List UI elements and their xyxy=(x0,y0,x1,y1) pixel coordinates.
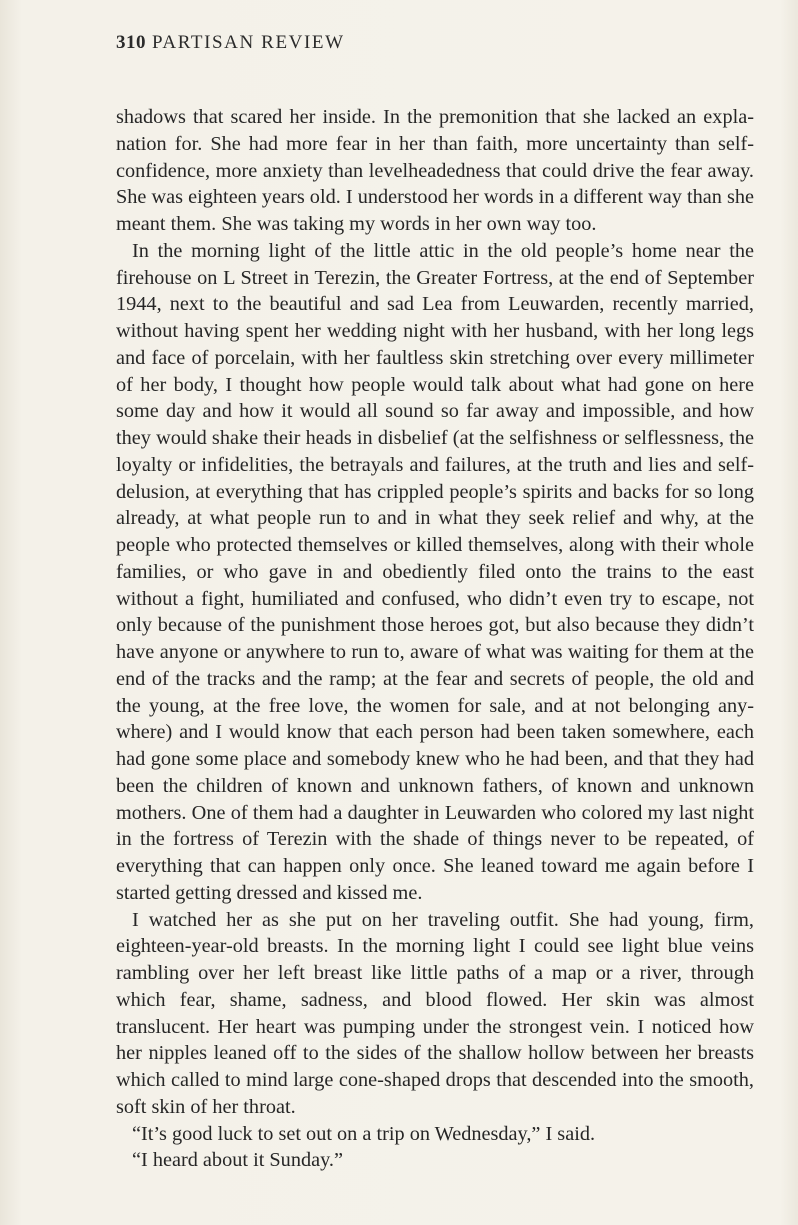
body-text xyxy=(116,104,754,1174)
paragraph: I watched her as she put on her traveling outfit. She had young, firm, eighteen-year-old breasts. In the morning light I could see light blue veins rambling over her left breast like little paths of a map or a river, through which fear, shame, sadness, and blood flowed. Her skin was almost translucent. Her heart was pumping under the strongest vein. I noticed how her nipples leaned off to the sides of the shallow hollow between her breasts which called to mind large cone-shaped drops that descended into the smooth, soft skin of her throat. xyxy=(116,908,754,1118)
running-head xyxy=(116,32,345,54)
journal-title: PARTISAN REVIEW xyxy=(152,32,345,53)
dialogue-line: “It’s good luck to set out on a trip on Wednesday,” I said. xyxy=(132,1122,596,1145)
dialogue-line: “I heard about it Sunday.” xyxy=(132,1149,344,1172)
paragraph: In the morning light of the little attic in the old people’s home near the firehouse on L Street in Terezin, the Greater Fortress, at the end of September 1944, next to the beautiful and sad Lea from Leuwarden, recently married, without having spent her wedding night with her husband, with her long legs and face of porcelain, with her faultless skin stretching over every millimeter of her body, I thought how people would talk about what had gone on here some day and how it would all sound so far away and impossible, and how they would shake their heads in disbelief (at the selfishness or selflessness, the loyalty or infidelities, the betrayals and failures, at the truth and lies and self-delusion, at everything that has crippled people’s spirits and backs for so long already, at what people run to and in what they seek relief and why, at the people who protected themselves or killed themselves, along with their whole families, or who gave in and obediently filed onto the trains to the east without a fight, humiliated and confused, who didn’t even try to escape, not only because of the punishment those heroes got, but also because they didn’t have anyone or anywhere to run to, aware of what was waiting for them at the end of the tracks and the ramp; at the fear and secrets of people, the old and the young, at the free love, the women for sale, and at not belonging anywhere) and I would know that each person had been taken somewhere, each had gone some place and somebody knew who he had been, and that they had been the children of known and unknown fathers, of known and unknown mothers. One of them had a daughter in Leuwarden who colored my last night in the fortress of Terezin with the shade of things never to be repeated, of everything that can happen only once. She leaned toward me again before I started getting dressed and kissed me. xyxy=(116,239,754,904)
page-number: 310 xyxy=(116,32,146,53)
paragraph: shadows that scared her inside. In the premonition that she lacked an explanation for. She had more fear in her than faith, more uncertainty than self-confidence, more anxiety than levelheadedness that could drive the fear away. She was eighteen years old. I understood her words in a different way than she meant them. She was taking my words in her own way too. xyxy=(116,106,754,235)
